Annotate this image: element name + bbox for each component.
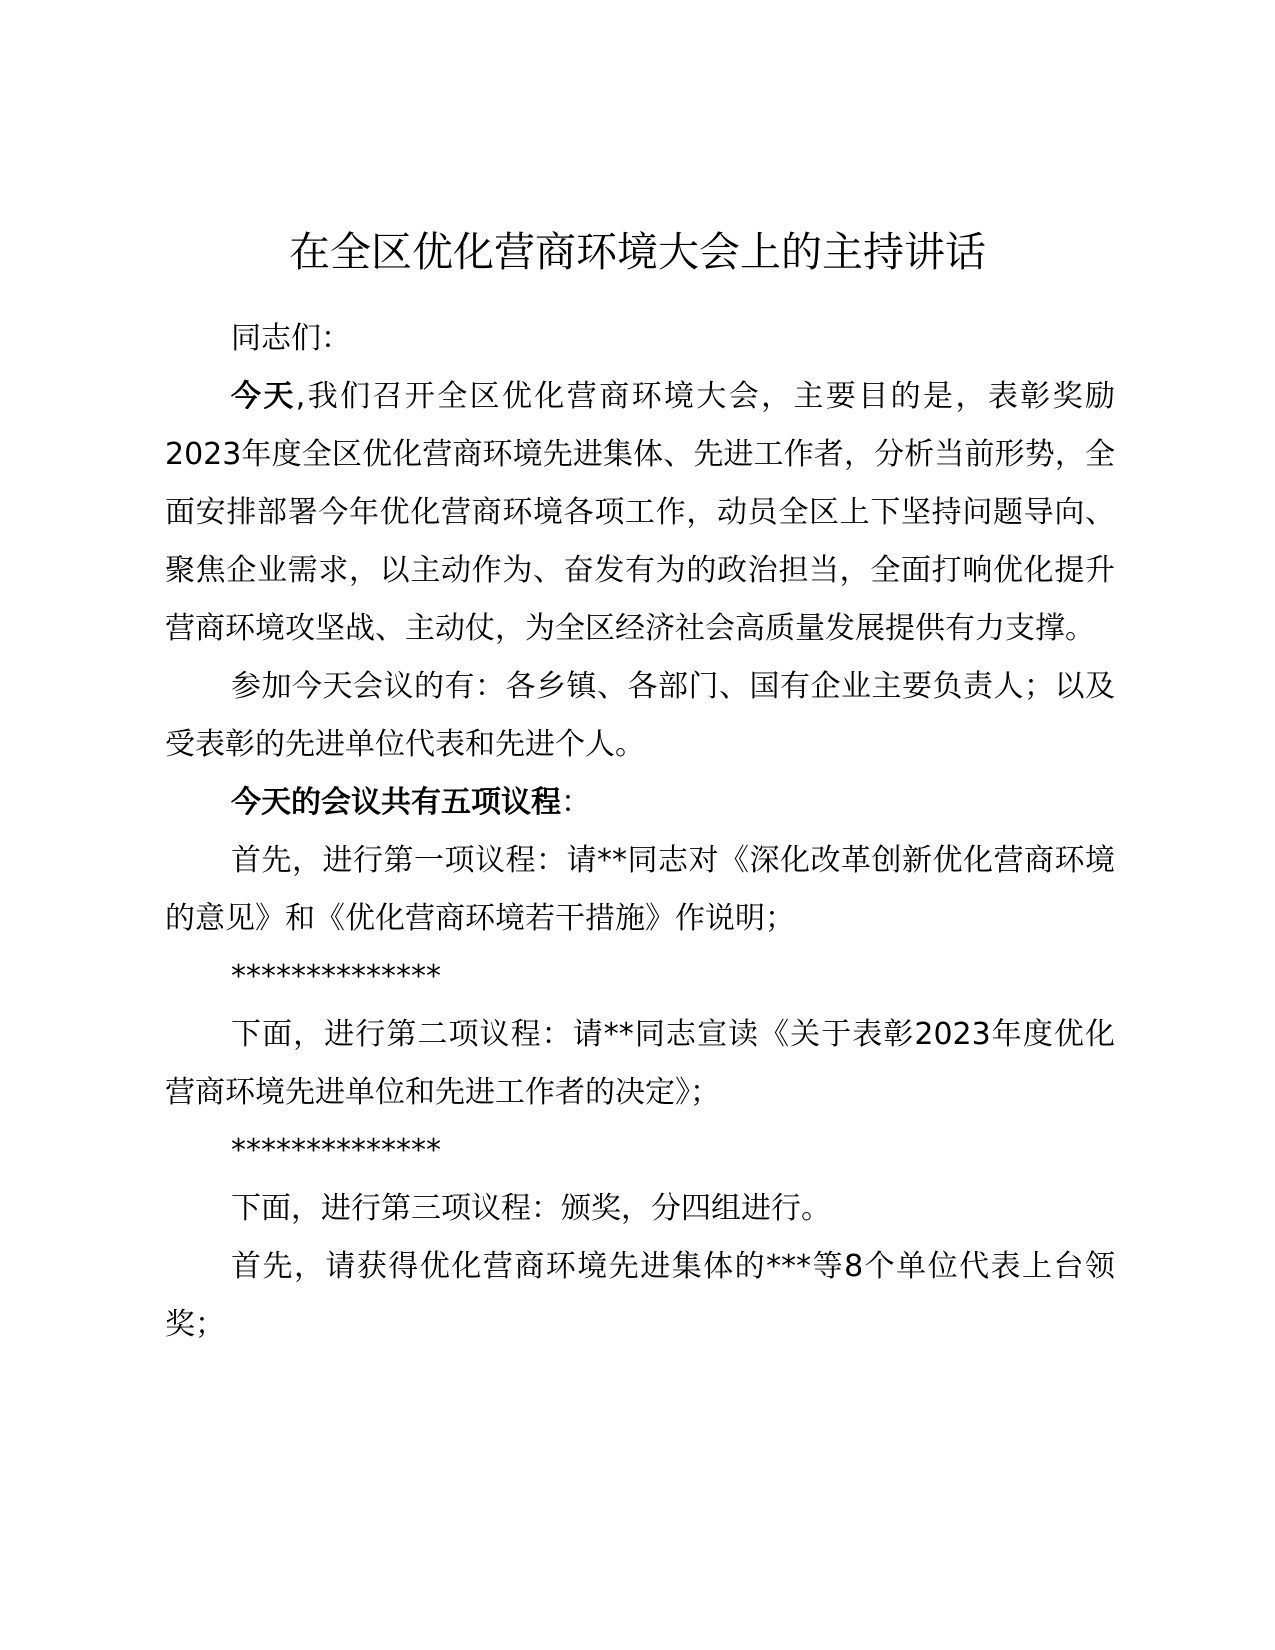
document-body: [165, 310, 1115, 1354]
paragraph-text: **************: [231, 1133, 441, 1168]
paragraph-text: 同志们：: [231, 321, 351, 356]
paragraph-agenda-item-2: [165, 1006, 1115, 1122]
document-title: 在全区优化营商环境大会上的主持讲话: [289, 228, 986, 276]
paragraph-attendees: [165, 658, 1115, 774]
paragraph-agenda-item-3: [165, 1180, 1115, 1238]
paragraph-text: **************: [231, 959, 441, 994]
paragraph-text: 首先，请获得优化营商环境先进集体的***等8个单位代表上台领奖；: [165, 1249, 1115, 1342]
paragraph-purpose: [165, 368, 1115, 658]
paragraph-greeting: [165, 310, 1115, 368]
paragraph-text: ：: [561, 785, 591, 820]
paragraph-award-group-1: [165, 1238, 1115, 1354]
paragraph-text: 参加今天会议的有：各乡镇、各部门、国有企业主要负责人；以及受表彰的先进单位代表和先进个人。: [165, 669, 1115, 762]
paragraph-text: 下面，进行第三项议程：颁奖，分四组进行。: [231, 1191, 831, 1226]
paragraph-agenda-intro: [165, 774, 1115, 832]
paragraph-text: 下面，进行第二项议程：请**同志宣读《关于表彰2023年度优化营商环境先进单位和先进工作者的决定》；: [165, 1017, 1115, 1110]
paragraph-text: ,我们召开全区优化营商环境大会，主要目的是，表彰奖励2023年度全区优化营商环境先进集体、先进工作者，分析当前形势，全面安排部署今年优化营商环境各项工作，动员全区上下坚持问题导向、聚焦企业需求，以主动作为、奋发有为的政治担当，全面打响优化提升营商环境攻坚战、主动仗，为全区经济社会高质量发展提供有力支撑。: [165, 379, 1115, 646]
paragraph-separator: [165, 948, 1115, 1006]
paragraph-separator: [165, 1122, 1115, 1180]
paragraph-lead: 今天的会议共有五项议程: [231, 785, 561, 820]
paragraph-agenda-item-1: [165, 832, 1115, 948]
paragraph-text: 首先，进行第一项议程：请**同志对《深化改革创新优化营商环境的意见》和《优化营商环境若干措施》作说明；: [165, 843, 1115, 936]
paragraph-lead: 今天: [231, 379, 296, 414]
